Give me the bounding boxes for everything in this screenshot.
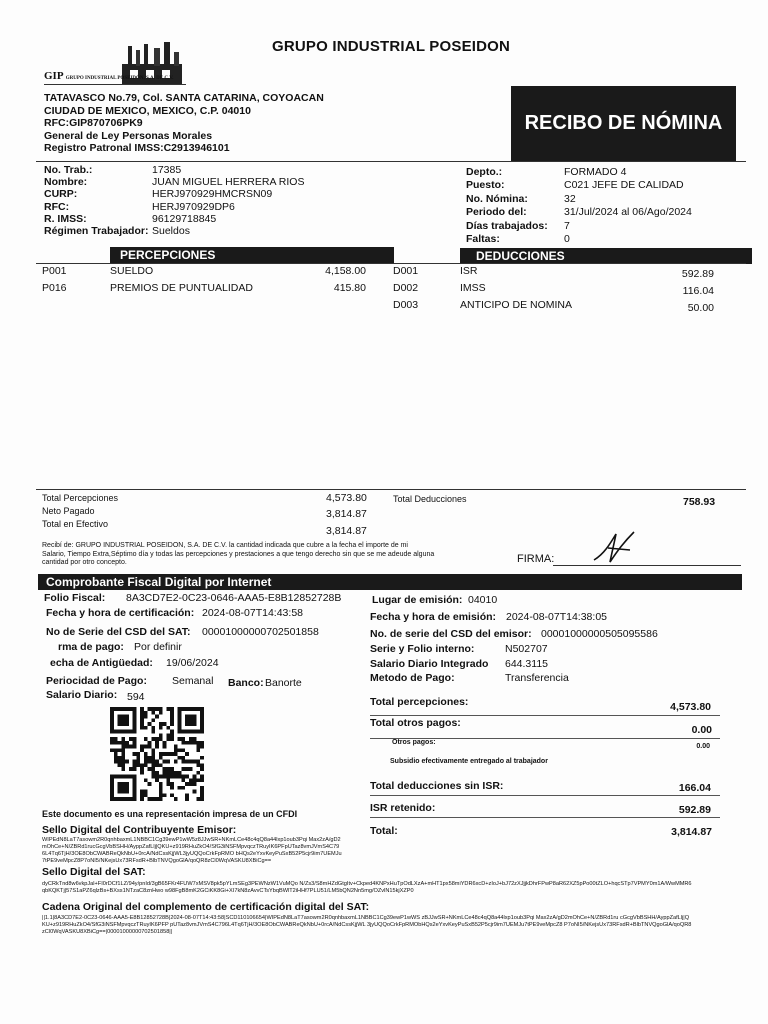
deduccion-concept: ANTICIPO DE NOMINA [460,299,573,311]
neto-pagado-value: 3,814.87 [326,508,367,520]
deduccion-amount: 592.89 [681,268,714,280]
cfdi-field-value: N502707 [505,643,548,655]
summary-label: Total deducciones sin ISR: [370,780,504,792]
cfdi-field-value: Por definir [134,641,182,653]
summary-value: 4,573.80 [670,701,711,713]
summary-value: 0.00 [691,724,712,736]
summary-label: Total: [370,825,398,837]
deduccion-code: D002 [393,282,419,294]
banco-label: Banco: [228,677,264,689]
issuer-address-1: TATAVASCO No.79, Col. SANTA CATARINA, COYOACAN [44,92,324,104]
cfdi-field-label: Periocidad de Pago: [46,675,147,687]
employee-field-label: Depto.: [466,166,503,178]
cfdi-field-label: rma de pago: [58,641,124,653]
issuer-regime: General de Ley Personas Morales [44,129,213,142]
employee-field-value: 17385 [152,164,182,176]
issuer-rfc: RFC:GIP870706PK9 [44,117,143,130]
percepcion-concept: PREMIOS DE PUNTUALIDAD [110,281,253,294]
percepcion-concept: SUELDO [110,265,154,277]
summary-divider [370,715,720,716]
employee-field-value: Sueldos [152,225,190,237]
employee-field-label: Régimen Trabajador: [44,225,149,237]
sello-emisor-value: WIPEdN8LaT7asowm2R0qnhbaxmL1NBBC1Cg39ewP1wW5z8JJwSR+NKmLCe48c4qQ8a44lxp1oub3Pqi Max2zA/gD2mOhCe+N/ZBRd1rucGcgVbBSHH/AyppZafLlj|QKU+z919RHuZkO4/SfG3iNSFMpvqczTRuyIK6PFpUTaz8vmJVmS4C796L4Tq6TjH/3OE8ObCWABReQkNbU+0rcA/NdCssKjjWL3jyUQQoCrkFpRMO bHQs2eYxvKeyPuSxB52P5cjr9im7UEMJu7tPE9veMpcZ8P7oNI5/NKejsUx73RFsdR+BlbTNVQgoGlA/qoQR8zCl0WqVASKU8XBiCg== [42,837,342,864]
cfdi-field-label: Lugar de emisión: [372,594,463,606]
cfdi-field-value: 19/06/2024 [166,657,219,669]
cfdi-field-label: Folio Fiscal: [44,592,106,604]
neto-pagado-label: Neto Pagado [42,506,95,516]
employee-field-value: HERJ970929DP6 [152,200,235,213]
cfdi-field-value: 8A3CD7E2-0C23-0646-AAA5-E8B12852728B [126,592,342,604]
receipt-line-2: Salario, Tiempo Extra,Séptimo día y todas las percepciones y prestaciones a que tengo derecho sin que se me adeude alguna [42,550,435,558]
cfdi-field-value: 04010 [468,594,498,606]
document-title: RECIBO DE NÓMINA [511,86,736,161]
summary-value: 592.89 [678,804,711,816]
summary-divider [370,817,720,818]
cadena-original-value: ||1.1|8A3CD7E2-0C23-0646-AAA5-E8B12852728B|2024-08-07T14:43:58|SCD110106654|WIPEdN8LaT7asowm2R0qnhbaxmL1NBBC1Cg39ewP1wWS zBJJwSR+NKmLCe48c4qQ8a44lxp1oub3Pqi Max2zA/gD2mOhCe+N/ZBRd1ru cGcgVbBSHH/AyppZafLlj|QKU+z919RHuZkO4/SfG3iNSFMpvqczTRuyIK6PFP pUTaz8vmJVmS4C796L4Tq6TjH/3OE8ObCWABReQkNbU+0rcA/NdCssKjjWL 3jyUQQoCrkFpRMObHQs2eYxvKeyPuSxB52P5cjr9im7UEMJu7tPE9veMpcZ8 P7oNI5/NKejsUx73RFsdR+BlbTNVQgoGlA/qoQR8zCl0WqVASKU8XBiCg==|00001000000702501858|| [42,915,692,935]
cfdi-field-value: 2024-08-07T14:38:05 [506,611,607,623]
firma-label: FIRMA: [517,553,555,565]
employee-field-value: HERJ970929HMCRSN09 [152,188,273,201]
cfdi-field-value: Semanal [172,675,214,687]
summary-value: 3,814.87 [671,826,712,838]
employee-field-value: 96129718845 [152,212,217,225]
total-deducciones-label: Total Deducciones [393,494,467,504]
cfdi-field-value: 00001000000702501858 [202,626,319,638]
employee-field-label: No. Nómina: [466,192,528,205]
employee-field-label: Periodo del: [466,206,527,219]
employee-field-value: JUAN MIGUEL HERRERA RIOS [152,176,305,189]
cfdi-field-value: 644.3115 [505,658,549,670]
cfdi-field-label: No de Serie del CSD del SAT: [46,626,191,638]
total-percepciones-label: Total Percepciones [42,493,119,503]
employee-field-value: 7 [564,219,570,232]
summary-sublabel: Otros pagos: [392,739,436,746]
summary-label: Total otros pagos: [370,717,461,729]
deduccion-concept: ISR [460,265,478,277]
employee-field-label: No. Trab.: [44,164,93,176]
employee-field-label: Faltas: [466,233,500,245]
employee-field-value: 31/Jul/2024 al 06/Ago/2024 [564,206,692,219]
percepcion-code: P016 [42,281,67,294]
sello-emisor-label: Sello Digital del Contribuyente Emisor: [42,824,237,836]
cfdi-field-value: Transferencia [505,672,569,684]
logo-abbr: GIP [44,70,63,82]
employee-field-label: CURP: [44,188,78,201]
total-percepciones-value: 4,573.80 [326,492,367,504]
employee-field-label: R. IMSS: [44,212,87,225]
cfdi-field-label: Metodo de Pago: [370,672,455,684]
total-efectivo-label: Total en Efectivo [42,519,109,529]
percepcion-code: P001 [42,265,67,277]
logo [44,70,173,82]
issuer-registro: Registro Patronal IMSS:C2913946101 [44,142,230,155]
deduccion-amount: 116.04 [682,285,714,297]
deduccion-code: D001 [393,265,419,277]
summary-value: 166.04 [678,782,711,794]
banco-value: Banorte [265,677,302,689]
logo-company-name: GRUPO INDUSTRIAL POSEIDÓN, S.A. DE C.V. [65,76,174,81]
total-efectivo-value: 3,814.87 [326,525,367,537]
percepcion-amount: 4,158.00 [325,265,366,277]
employee-field-value: 0 [564,233,570,245]
cfdi-field-label: echa de Antigüedad: [50,657,153,669]
employee-field-label: RFC: [44,200,70,213]
signature-icon [590,528,640,566]
receipt-line-3: cantidad por otro concepto. [42,559,127,567]
summary-divider [370,738,720,739]
summary-subvalue: 0.00 [696,743,710,750]
employee-field-value: C021 JEFE DE CALIDAD [564,179,684,192]
cadena-original-label: Cadena Original del complemento de certificación digital del SAT: [42,901,370,913]
cfdi-field-label: No. de serie del CSD del emisor: [370,628,532,640]
cfdi-note: Este documento es una representación impresa de un CFDI [42,809,298,819]
employee-field-value: FORMADO 4 [564,166,627,178]
subsidio-label: Subsidio efectivamente entregado al trabajador [390,758,548,765]
summary-divider [370,795,720,796]
cfdi-field-label: Fecha y hora de emisión: [370,611,497,623]
cfdi-header: Comprobante Fiscal Digital por Internet [38,574,742,590]
cfdi-field-value: 2024-08-07T14:43:58 [202,607,303,619]
cfdi-field-label: Salario Diario Integrado [370,658,489,670]
deduccion-amount: 50.00 [687,302,714,314]
qr-code-icon [110,707,204,801]
receipt-statement [42,542,434,568]
cfdi-field-label: Serie y Folio interno: [370,643,475,655]
percepciones-header: PERCEPCIONES [110,247,394,263]
employee-field-label: Nombre: [44,176,88,189]
company-title: GRUPO INDUSTRIAL POSEIDON [272,38,511,55]
receipt-line-1: Recibí de: GRUPO INDUSTRIAL POSEIDON, S.A. DE C.V. la cantidad indicada que cubre a la fecha el importe de mi [42,542,408,549]
summary-label: ISR retenido: [370,802,436,814]
employee-field-value: 32 [564,192,576,205]
cfdi-field-label: Fecha y hora de certificación: [46,607,195,619]
issuer-address-2: CIUDAD DE MEXICO, MEXICO, C.P. 04010 [44,104,251,117]
cfdi-field-value: 00001000000505095586 [541,628,658,640]
deduccion-code: D003 [393,299,419,311]
percepcion-amount: 415.80 [333,281,366,294]
salario-diario-label: Salario Diario: [46,689,118,701]
issuer-info [44,92,324,155]
total-deducciones-value: 758.93 [683,496,716,508]
salario-diario-value: 594 [127,691,145,703]
sello-sat-label: Sello Digital del SAT: [42,866,146,878]
employee-field-label: Días trabajados: [466,219,548,232]
employee-field-label: Puesto: [466,179,505,192]
deducciones-header: DEDUCCIONES [460,248,752,264]
deduccion-concept: IMSS [460,282,486,294]
sello-sat-value: dyCRkTnd8w6vkpJal+FI0rDCf1LZ/94y/pnId/3gB65FKr4FUW7xMSV8pk5pYLmSEg3PEWNzW1VuMQo N/Zs3/S8mHZdGtgItv+Ckped4KNPxHuTpOdLXzA+mHT1px58miYDR6xcD+zIoJ+bJ72zXJjjkDhrFPwP8aR62XZ5pPo00tZLO+hqcSTp7VPMY0m1A/WwMMR6qbKQKTj|57S1aPZ6qlzBs+BXss1NTzaC8znHwo w98FgB8mK2GCiKK8Gi+XI7kN8zAvvCTsYbqBWlT2iHHf7PLU51/LM5bQN2Nn5mg/OZvlN15kjXZP0 [42,881,692,894]
summary-label: Total percepciones: [370,696,469,708]
